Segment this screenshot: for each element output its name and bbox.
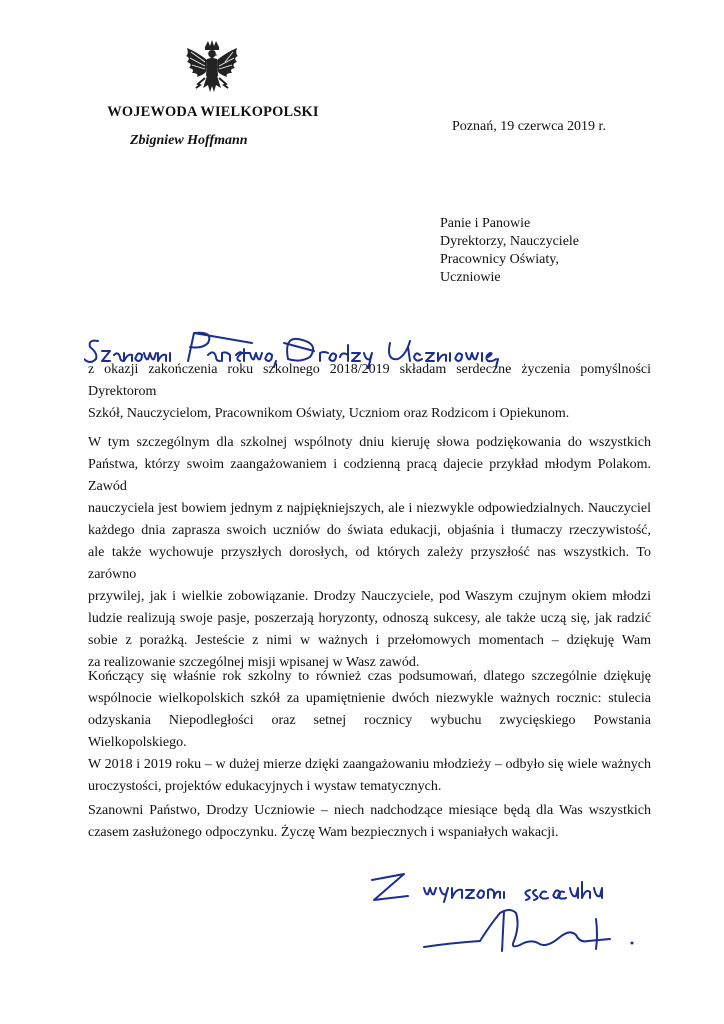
paragraph-line: ludzie realizują swoje pasje, poszerzają horyzonty, odnoszą sukcesy, ale także uczą się, jak radzić [88, 611, 651, 626]
eagle-emblem-icon [183, 38, 241, 104]
paragraph-line: za realizowanie szczególnej misji wpisanej w Wasz zawód. [88, 655, 420, 670]
paragraph-line: z okazji zakończenia roku szkolnego 2018/2019 składam serdeczne życzenia pomyślności Dyrektorom [88, 362, 651, 399]
paragraph-line: Szanowni Państwo, Drodzy Uczniowie – niech nadchodzące miesiące będą dla Was wszystkich [88, 803, 651, 818]
signature [420, 905, 640, 955]
recipient-line: Pracownicy Oświaty, [440, 252, 559, 267]
paragraph-line: każdego dnia zaprasza swoich uczniów do świata edukacji, objaśnia i tłumaczy rzeczywistość, [88, 523, 651, 538]
paragraph-anniversaries [88, 666, 651, 798]
paragraph-thanks [88, 432, 651, 674]
paragraph-line: uroczystości, projektów edukacyjnych i wystaw tematycznych. [88, 779, 442, 794]
recipients-block [440, 215, 579, 287]
paragraph-line: nauczyciela jest bowiem jednym z najpiękniejszych, ale i niezwykle odpowiedzialnych. Nauczyciel [88, 501, 651, 516]
paragraph-line: czasem zasłużonego odpoczynku. Życzę Wam bezpiecznych i wspaniałych wakacji. [88, 825, 559, 840]
paragraph-line: sobie z porażką. Jesteście z nimi w ważnych i przełomowych momentach – dziękuję Wam [88, 633, 651, 648]
official-name: Zbigniew Hoffmann [130, 133, 248, 148]
paragraph-line: W tym szczególnym dla szkolnej wspólnoty dniu kieruję słowa podziękowania do wszystkich [88, 435, 651, 450]
paragraph-intro [88, 359, 651, 425]
paragraph-line: ale także wychowuje przyszłych dorosłych, od których zależy przyszłość nas wszystkich. To zarówno [88, 545, 651, 582]
recipient-line: Dyrektorzy, Nauczyciele [440, 234, 580, 249]
paragraph-line: wspólnocie wielkopolskich szkół za upamiętnienie dwóch niezwykle ważnych rocznic: stulecia [88, 691, 651, 706]
recipient-line: Uczniowie [440, 270, 501, 285]
paragraph-line: Szkół, Nauczycielom, Pracownikom Oświaty, Uczniom oraz Rodzicom i Opiekunom. [88, 406, 570, 421]
place-date: Poznań, 19 czerwca 2019 r. [452, 119, 606, 134]
paragraph-line: Kończący się właśnie rok szkolny to również czas podsumowań, dlatego szczególnie dziękuję [88, 669, 651, 684]
paragraph-line: Państwa, którzy swoim zaangażowaniem i codzienną pracą dajecie przykład młodym Polakom. Zawód [88, 457, 651, 494]
paragraph-line: odzyskania Niepodległości oraz setnej rocznicy wybuchu zwycięskiego Powstania Wielkopolskiego. [88, 713, 651, 750]
office-title: WOJEWODA WIELKOPOLSKI [107, 104, 319, 120]
paragraph-wishes [88, 800, 651, 844]
paragraph-line: W 2018 i 2019 roku – w dużej mierze dzięki zaangażowaniu młodzieży – odbyło się wiele ważnych [88, 757, 651, 772]
recipient-line: Panie i Panowie [440, 216, 531, 231]
handwritten-closing [370, 870, 630, 910]
paragraph-line: przywilej, jak i wielkie zobowiązanie. Drodzy Nauczyciele, pod Waszym czujnym okiem młodzi [88, 589, 651, 604]
